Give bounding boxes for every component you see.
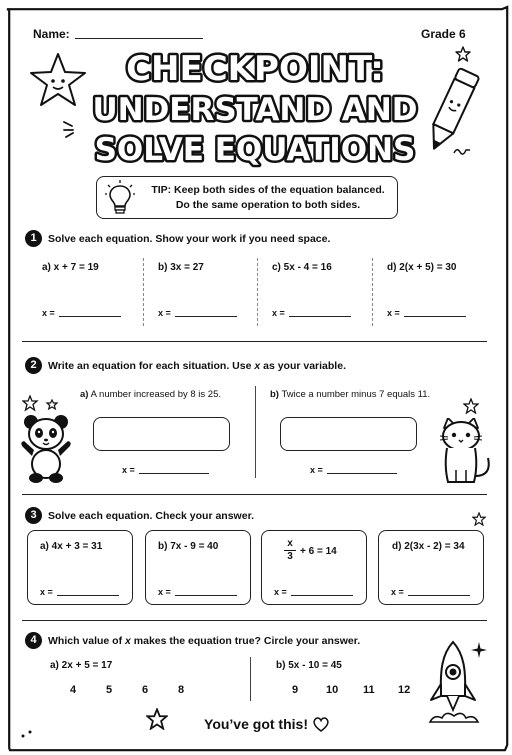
- section-2-title: [48, 360, 346, 372]
- divider: [143, 258, 144, 326]
- answer-label: x =: [42, 308, 55, 318]
- section-divider: [22, 620, 487, 621]
- tip-line-1: TIP: Keep both sides of the equation balanced.: [151, 184, 385, 196]
- tip-box: [96, 176, 398, 219]
- section-2-number: 2: [25, 357, 42, 374]
- cat-icon: [436, 418, 494, 486]
- s4-choice-b-2[interactable]: 10: [326, 684, 339, 696]
- s3-answer-a[interactable]: [40, 587, 119, 597]
- answer-label: x =: [122, 465, 135, 475]
- section-3-number: 3: [25, 507, 42, 524]
- answer-label: x =: [274, 587, 287, 597]
- lightbulb-icon: [105, 180, 135, 216]
- s2-equation-box-a[interactable]: [93, 417, 230, 451]
- section-4-title: [48, 635, 360, 647]
- section-divider: [22, 341, 487, 342]
- smiling-star-icon: [28, 50, 90, 112]
- answer-label: x =: [40, 587, 53, 597]
- s2-item-b-text: Twice a number minus 7 equals 11.: [281, 389, 431, 400]
- fraction-numerator: x: [287, 538, 293, 549]
- section-4-title-post: makes the equation true? Circle your answer.: [130, 635, 361, 647]
- answer-label: x =: [310, 465, 323, 475]
- s2-equation-box-b[interactable]: [280, 417, 417, 451]
- s2-item-a: [80, 389, 221, 400]
- s3-problem-b: b) 7x - 9 = 40: [158, 541, 219, 552]
- section-4-title-pre: Which value of: [48, 635, 126, 647]
- title-line-3: SOLVE EQUATIONS: [94, 132, 416, 168]
- s4-equation-b: b) 5x - 10 = 45: [276, 660, 342, 671]
- stars-icon: [22, 395, 62, 413]
- divider: [257, 258, 258, 326]
- answer-label: x =: [391, 587, 404, 597]
- s4-choice-a-2[interactable]: 5: [106, 684, 113, 696]
- divider: [255, 386, 256, 478]
- answer-label: x =: [272, 308, 285, 318]
- s2-answer-a[interactable]: [122, 465, 209, 475]
- section-4-title-var: x: [125, 635, 131, 647]
- s2-item-b: [270, 389, 430, 400]
- s1-answer-c[interactable]: [272, 308, 351, 318]
- s2-item-a-text: A number increased by 8 is 25.: [90, 389, 222, 400]
- name-label: Name:: [33, 27, 70, 41]
- squiggle-icon: [452, 145, 472, 157]
- footer-message: You’ve got this!: [204, 716, 308, 732]
- s1-answer-d[interactable]: [387, 308, 466, 318]
- s1-answer-a[interactable]: [42, 308, 121, 318]
- s4-choice-b-1[interactable]: 9: [292, 684, 299, 696]
- s3-answer-b[interactable]: [158, 587, 237, 597]
- name-field[interactable]: [75, 38, 203, 39]
- section-3-title: Solve each equation. Check your answer.: [48, 510, 254, 522]
- s1-problem-c: c) 5x - 4 = 16: [272, 262, 332, 273]
- tip-text: [143, 183, 393, 213]
- section-1-number: 1: [25, 230, 42, 247]
- sparkle-lines-icon: [62, 118, 88, 140]
- s4-choice-a-4[interactable]: 8: [178, 684, 185, 696]
- s1-answer-b[interactable]: [158, 308, 237, 318]
- divider: [372, 258, 373, 326]
- s3-problem-c-fraction: [284, 538, 296, 562]
- section-2-title-post: as your variable.: [260, 360, 346, 372]
- small-star-icon: [472, 512, 486, 526]
- heart-icon: [312, 716, 330, 732]
- answer-label: x =: [387, 308, 400, 318]
- section-2-title-var: x: [254, 360, 261, 372]
- s3-answer-c[interactable]: [274, 587, 353, 597]
- fraction-denominator: 3: [284, 550, 296, 562]
- s4-choice-b-3[interactable]: 11: [363, 684, 375, 696]
- s3-problem-d: d) 2(3x - 2) = 34: [392, 541, 465, 552]
- section-1-title: Solve each equation. Show your work if you need space.: [48, 233, 331, 245]
- section-divider: [22, 494, 487, 495]
- s2-answer-b[interactable]: [310, 465, 397, 475]
- section-2-title-pre: Write an equation for each situation. Use: [48, 360, 255, 372]
- s1-problem-a: a) x + 7 = 19: [42, 262, 99, 273]
- s4-choice-a-1[interactable]: 4: [70, 684, 77, 696]
- s4-equation-a: a) 2x + 5 = 17: [50, 660, 113, 671]
- s4-choice-a-3[interactable]: 6: [142, 684, 149, 696]
- answer-label: x =: [158, 308, 171, 318]
- divider: [250, 657, 251, 701]
- section-4-number: 4: [25, 632, 42, 649]
- answer-label: x =: [158, 587, 171, 597]
- s3-problem-c-rest: + 6 = 14: [300, 546, 337, 557]
- s3-answer-d[interactable]: [391, 587, 470, 597]
- small-star-icon: [463, 398, 479, 414]
- title-line-2: UNDERSTAND AND: [92, 92, 418, 128]
- grade-label: Grade 6: [421, 27, 466, 41]
- s4-choice-b-4[interactable]: 12: [398, 684, 411, 696]
- dots-icon: [20, 728, 40, 740]
- title-line-1: CHECKPOINT:: [126, 49, 384, 89]
- panda-icon: [18, 412, 74, 484]
- small-star-icon: [455, 46, 471, 62]
- s1-problem-d: d) 2(x + 5) = 30: [387, 262, 457, 273]
- tip-line-2: Do the same operation to both sides.: [175, 199, 361, 211]
- s2-item-a-letter: a): [80, 389, 89, 400]
- worksheet-title: [70, 42, 440, 172]
- s1-problem-b: b) 3x = 27: [158, 262, 204, 273]
- s3-problem-a: a) 4x + 3 = 31: [40, 541, 103, 552]
- s2-item-b-letter: b): [270, 389, 279, 400]
- sparkle-icon: [470, 641, 488, 659]
